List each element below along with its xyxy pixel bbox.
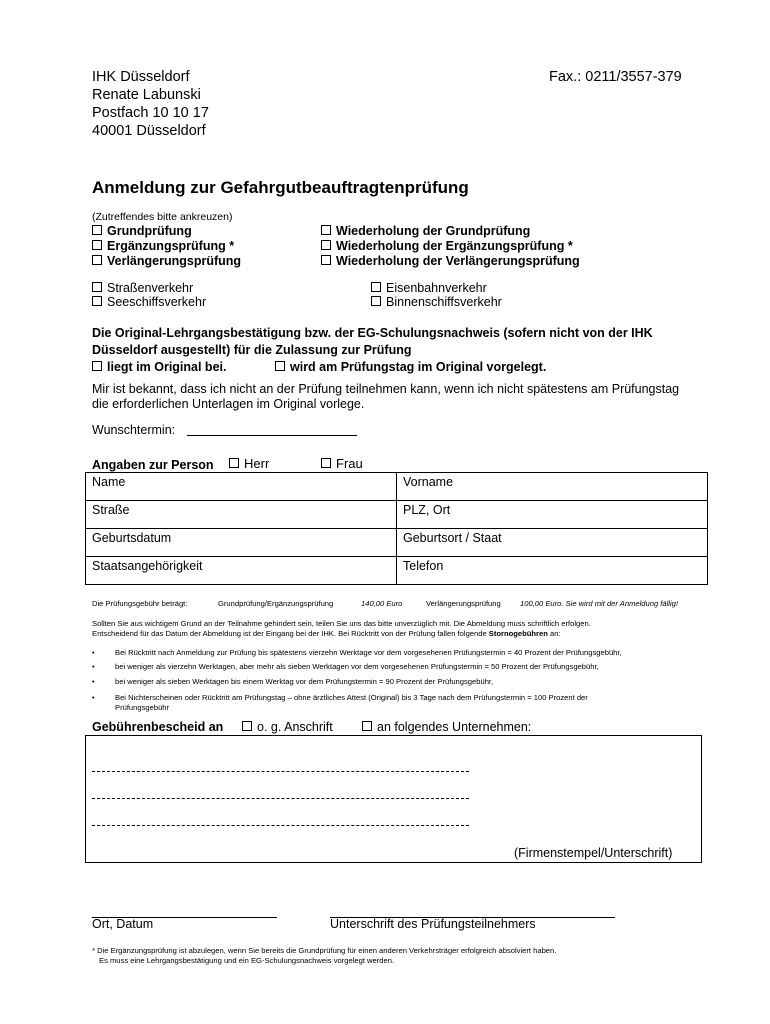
geburtsort-field[interactable]: Geburtsort / Staat bbox=[397, 529, 708, 557]
list-item: Bei Rücktritt nach Anmeldung zur Prüfung bis spätestens vierzehn Werktage vor dem vorgesehenen Prüfungstermin = 40 Prozent der Prüfungsgebühr, bbox=[115, 648, 622, 657]
checkbox-icon[interactable] bbox=[92, 361, 102, 371]
exam-types-left bbox=[92, 224, 241, 269]
table-row bbox=[86, 557, 708, 585]
checkbox-option[interactable]: Grundprüfung bbox=[92, 224, 241, 239]
checkbox-option[interactable]: o. g. Anschrift bbox=[242, 720, 333, 734]
checkbox-icon[interactable] bbox=[321, 240, 331, 250]
checkbox-option[interactable]: Ergänzungsprüfung * bbox=[92, 239, 241, 254]
strasse-field[interactable]: Straße bbox=[86, 501, 397, 529]
fee-basic-label: Grundprüfung/Ergänzungsprüfung bbox=[218, 599, 334, 608]
bullet-icon: • bbox=[92, 693, 95, 702]
fee-renewal-label: Verlängerungsprüfung bbox=[426, 599, 501, 608]
notice-text: Mir ist bekannt, dass ich nicht an der Prüfung teilnehmen kann, wenn ich nicht spätestens am Prüfungstag die erforderlichen Unterlagen im Original vorlege. bbox=[92, 382, 680, 411]
address-line: IHK Düsseldorf bbox=[92, 69, 190, 85]
checkbox-option[interactable]: Frau bbox=[321, 456, 363, 471]
hint-text: (Zutreffendes bitte ankreuzen) bbox=[92, 211, 233, 223]
cancel-text: Sollten Sie aus wichtigem Grund an der Teilnahme gehindert sein, teilen Sie uns das bitte unverzüglich mit. Die Abmeldung muss schriftlich erfolgen. Entscheidend für das Datum der Abmeldung ist der Eingang bei der IHK. Bei Rücktritt von der Prüfung fallen folgende Stornogebühren an: bbox=[92, 619, 591, 638]
name-field[interactable]: Name bbox=[86, 473, 397, 501]
exam-types-right bbox=[321, 224, 580, 269]
plz-ort-field[interactable]: PLZ, Ort bbox=[397, 501, 708, 529]
fee-label: Die Prüfungsgebühr beträgt: bbox=[92, 599, 188, 608]
checkbox-option[interactable]: Binnenschiffsverkehr bbox=[371, 295, 502, 309]
checkbox-icon[interactable] bbox=[92, 225, 102, 235]
checkbox-option[interactable]: Seeschiffsverkehr bbox=[92, 295, 206, 309]
signature-field[interactable] bbox=[330, 903, 615, 918]
address-block bbox=[92, 68, 209, 140]
original-doc-text: Die Original-Lehrgangsbestätigung bzw. der EG-Schulungsnachweis (sofern nicht von der IHK Düsseldorf ausgestellt) für die Zulassung zur Prüfung bbox=[92, 326, 653, 357]
bullet-icon: • bbox=[92, 677, 95, 686]
table-row bbox=[86, 473, 708, 501]
page-title: Anmeldung zur Gefahrgutbeauftragtenprüfung bbox=[92, 178, 469, 197]
wunschtermin-label: Wunschtermin: bbox=[92, 423, 176, 437]
fee-basic-amount: 140,00 Euro bbox=[361, 599, 403, 608]
staatsangehoerigkeit-field[interactable]: Staatsangehörigkeit bbox=[86, 557, 397, 585]
signature-label: Unterschrift des Prüfungsteilnehmers bbox=[330, 917, 536, 931]
wunschtermin-field[interactable] bbox=[187, 423, 357, 436]
company-line[interactable] bbox=[92, 771, 469, 772]
checkbox-icon[interactable] bbox=[92, 240, 102, 250]
geburtsdatum-field[interactable]: Geburtsdatum bbox=[86, 529, 397, 557]
checkbox-icon[interactable] bbox=[229, 458, 239, 468]
checkbox-icon[interactable] bbox=[371, 282, 381, 292]
checkbox-option[interactable]: an folgendes Unternehmen: bbox=[362, 720, 531, 734]
checkbox-option[interactable]: Verlängerungsprüfung bbox=[92, 254, 241, 269]
checkbox-icon[interactable] bbox=[321, 458, 331, 468]
checkbox-icon[interactable] bbox=[362, 721, 372, 731]
person-heading: Angaben zur Person bbox=[92, 458, 214, 472]
table-row bbox=[86, 529, 708, 557]
footnote: * Die Ergänzungsprüfung ist abzulegen, wenn Sie bereits die Grundprüfung für einen anderen Verkehrsträger erfolgreich absolviert haben. Es muss eine Lehrgangsbestätigung und ein EG-Schulungsnachweis vorgelegt werden. bbox=[92, 946, 557, 965]
telefon-field[interactable]: Telefon bbox=[397, 557, 708, 585]
bullet-icon: • bbox=[92, 662, 95, 671]
company-box[interactable] bbox=[85, 735, 702, 863]
checkbox-option[interactable]: Herr bbox=[229, 456, 269, 471]
checkbox-icon[interactable] bbox=[321, 255, 331, 265]
checkbox-icon[interactable] bbox=[371, 296, 381, 306]
place-date-field[interactable] bbox=[92, 903, 277, 918]
checkbox-icon[interactable] bbox=[92, 296, 102, 306]
transport-left bbox=[92, 281, 206, 309]
bullet-icon: • bbox=[92, 648, 95, 657]
list-item: bei weniger als vierzehn Werktagen, aber mehr als sieben Werktagen vor dem vorgesehenen Prüfungstermin = 50 Prozent der Prüfungsgebühr, bbox=[115, 662, 599, 671]
list-item: Bei Nichterscheinen oder Rücktritt am Prüfungstag – ohne ärztliches Attest (Original) bis 3 Tage nach dem Prüfungstermin = 100 Prozent der Prüfungsgebühr bbox=[115, 693, 588, 712]
checkbox-option[interactable]: Wiederholung der Ergänzungsprüfung * bbox=[321, 239, 580, 254]
company-line[interactable] bbox=[92, 798, 469, 799]
vorname-field[interactable]: Vorname bbox=[397, 473, 708, 501]
checkbox-icon[interactable] bbox=[92, 282, 102, 292]
checkbox-icon[interactable] bbox=[321, 225, 331, 235]
company-line[interactable] bbox=[92, 825, 469, 826]
list-item: bei weniger als sieben Werktagen bis einem Werktag vor dem Prüfungstermin = 90 Prozent der Prüfungsgebühr, bbox=[115, 677, 494, 686]
table-row bbox=[86, 501, 708, 529]
person-table bbox=[85, 472, 708, 585]
checkbox-option[interactable]: Wiederholung der Grundprüfung bbox=[321, 224, 580, 239]
address-line: Renate Labunski bbox=[92, 87, 201, 103]
place-date-label: Ort, Datum bbox=[92, 917, 154, 931]
billing-label: Gebührenbescheid an bbox=[92, 720, 224, 734]
checkbox-option[interactable]: wird am Prüfungstag im Original vorgelegt. bbox=[275, 360, 546, 374]
fee-renewal-amount: 100,00 Euro. Sie wird mit der Anmeldung fällig! bbox=[520, 599, 679, 608]
stamp-label: (Firmenstempel/Unterschrift) bbox=[514, 846, 673, 860]
address-line: 40001 Düsseldorf bbox=[92, 123, 206, 139]
checkbox-icon[interactable] bbox=[242, 721, 252, 731]
checkbox-option[interactable]: Eisenbahnverkehr bbox=[371, 281, 502, 295]
checkbox-icon[interactable] bbox=[92, 255, 102, 265]
checkbox-icon[interactable] bbox=[275, 361, 285, 371]
checkbox-option[interactable]: Straßenverkehr bbox=[92, 281, 206, 295]
checkbox-option[interactable]: liegt im Original bei. bbox=[92, 360, 226, 374]
address-line: Postfach 10 10 17 bbox=[92, 105, 209, 121]
transport-right bbox=[371, 281, 502, 309]
fax-number: Fax.: 0211/3557-379 bbox=[549, 69, 682, 85]
checkbox-option[interactable]: Wiederholung der Verlängerungsprüfung bbox=[321, 254, 580, 269]
